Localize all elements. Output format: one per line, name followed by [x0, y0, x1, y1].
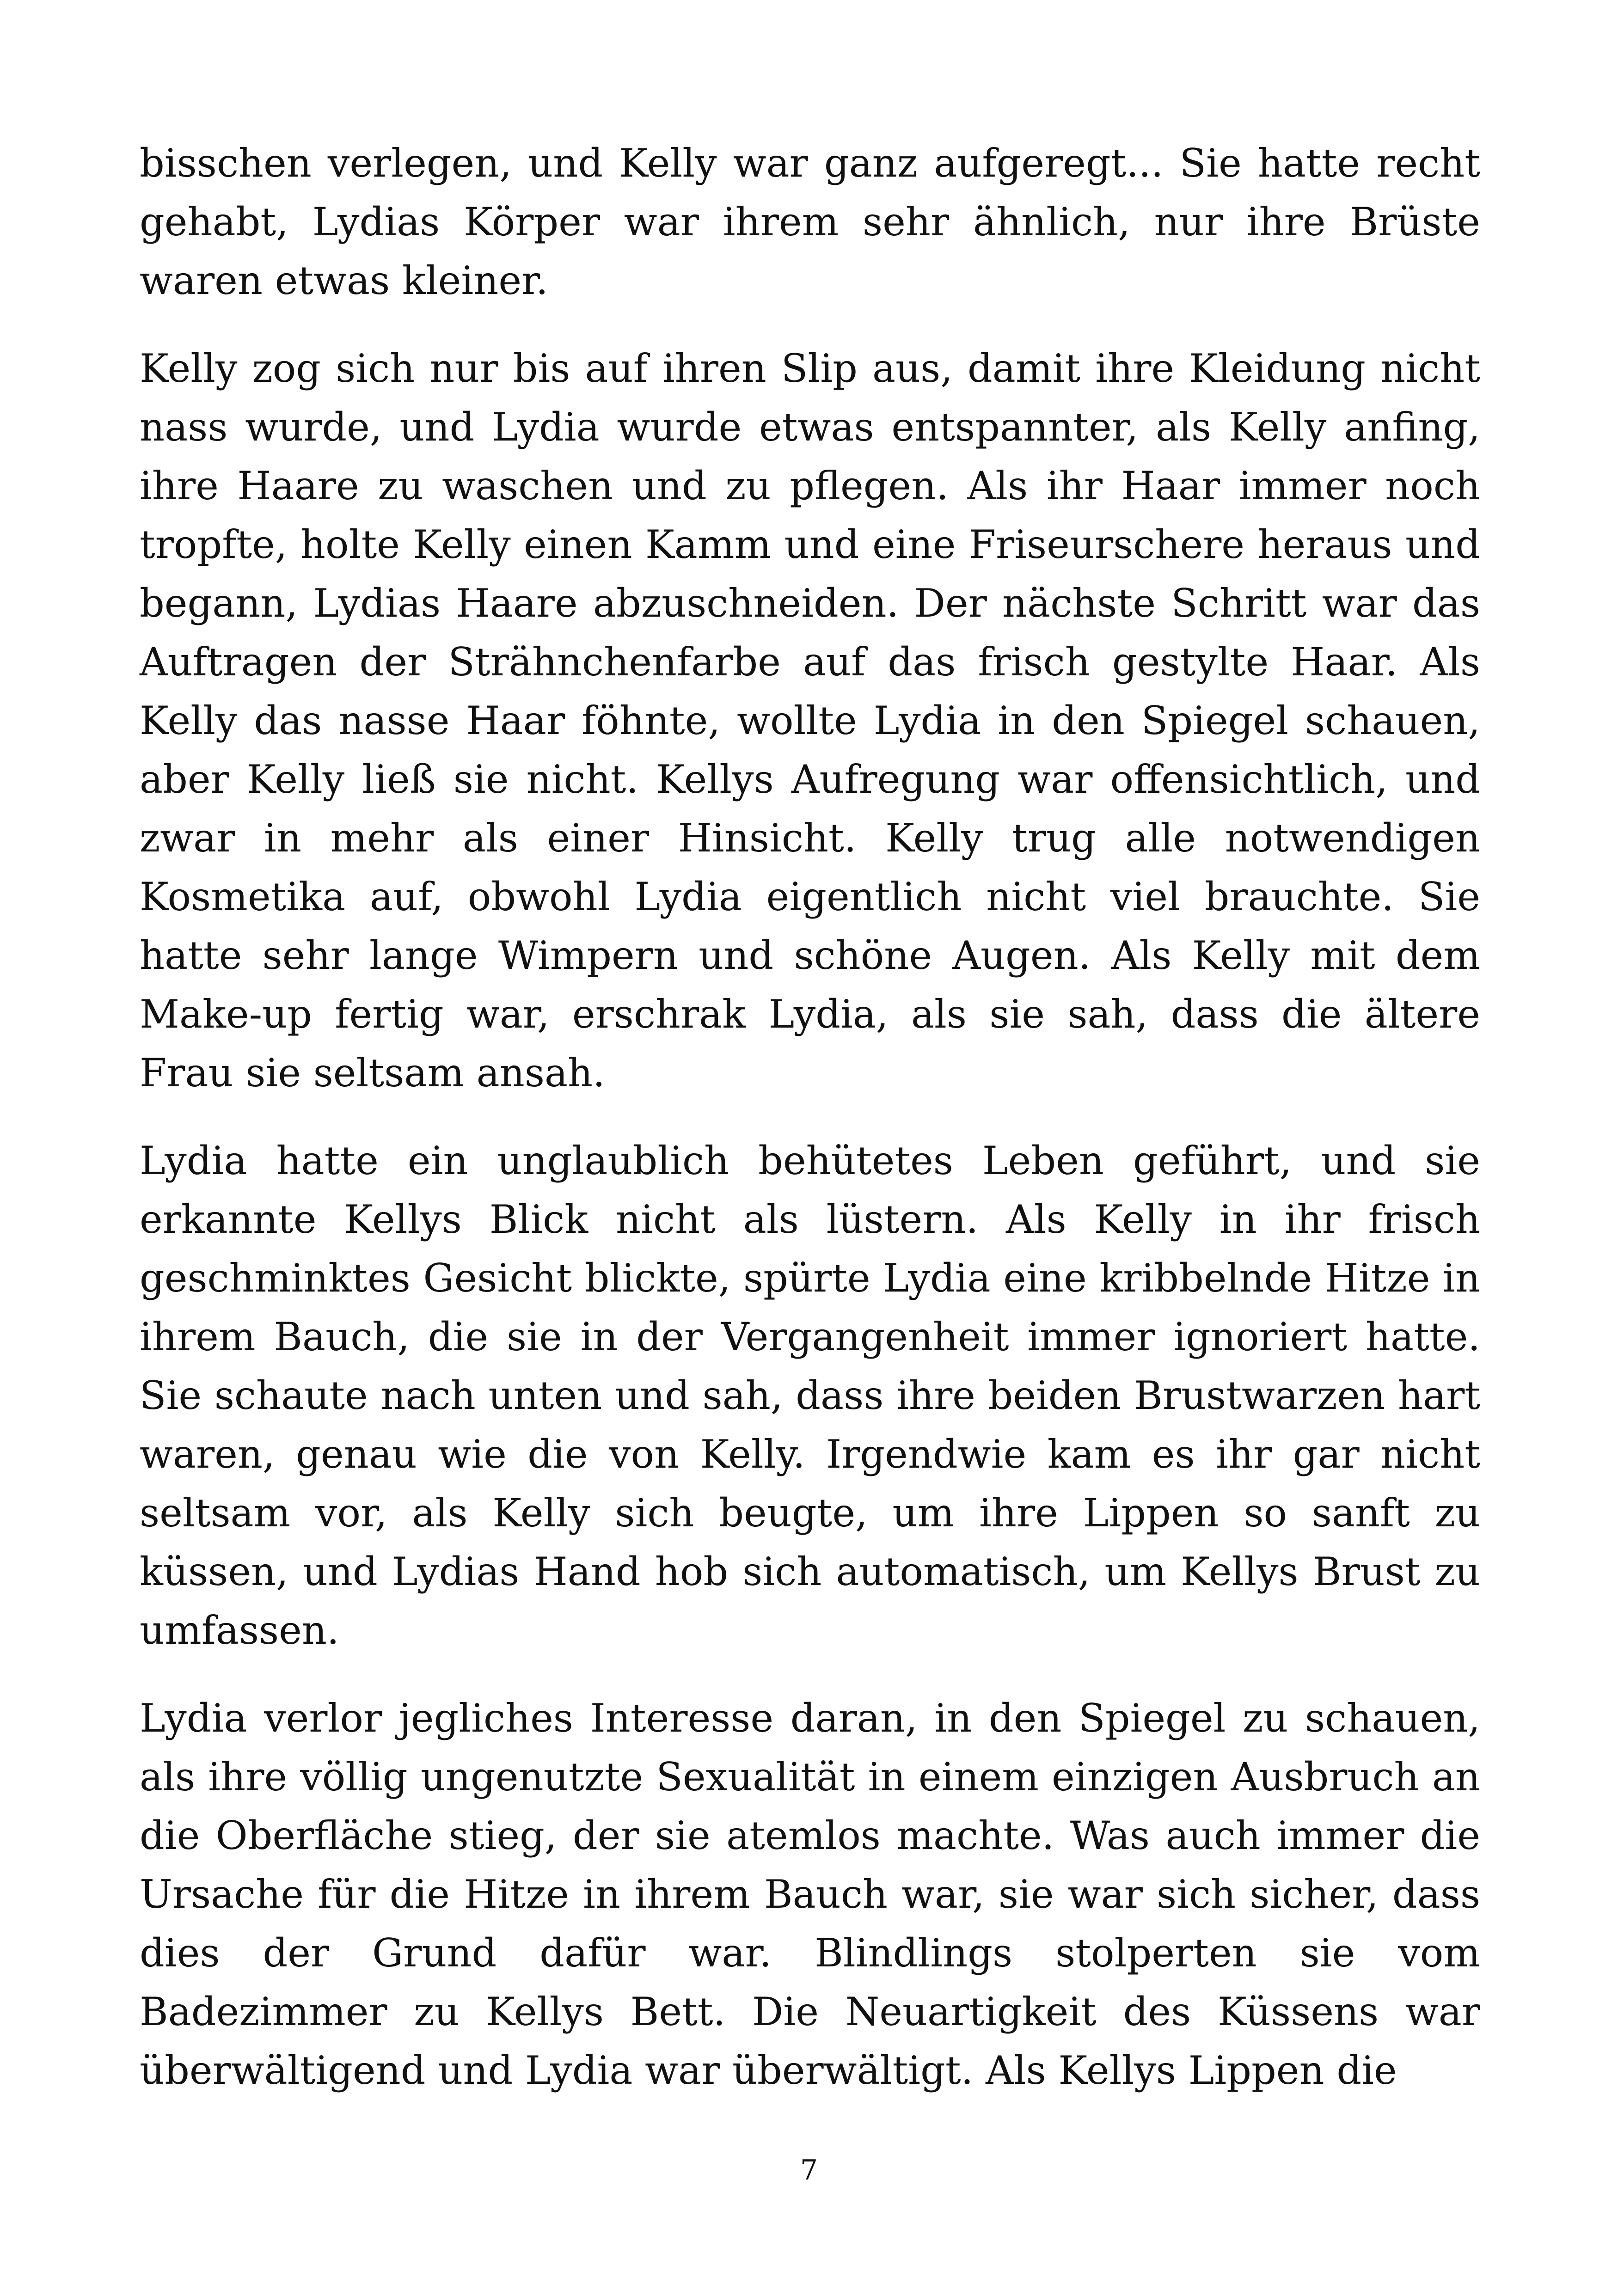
- page-number: 7: [800, 2154, 818, 2186]
- paragraph-1: bisschen verlegen, und Kelly war ganz aufgeregt... Sie hatte recht gehabt, Lydias Körper war ihrem sehr ähnlich, nur ihre Brüste waren etwas kleiner.: [140, 141, 1480, 303]
- paragraph-4: Lydia verlor jegliches Interesse daran, in den Spiegel zu schauen, als ihre völlig ungenutzte Sexualität in einem einzigen Ausbruch an die Oberfläche stieg, der sie atemlos machte. Was auch immer die Ursache für die Hitze in ihrem Bauch war, sie war sich sicher, dass dies der Grund dafür war. Blindlings stolperten sie vom Badezimmer zu Kellys Bett. Die Neuartigkeit des Küssens war überwältigend und Lydia war überwältigt. Als Kellys Lippen die: [140, 1696, 1480, 2093]
- paragraph-2: Kelly zog sich nur bis auf ihren Slip aus, damit ihre Kleidung nicht nass wurde, und Lydia wurde etwas entspannter, als Kelly anfing, ihre Haare zu waschen und zu pflegen. Als ihr Haar immer noch tropfte, holte Kelly einen Kamm und eine Friseurschere heraus und begann, Lydias Haare abzuschneiden. Der nächste Schritt war das Auftragen der Strähnchenfarbe auf das frisch gestylte Haar. Als Kelly das nasse Haar föhnte, wollte Lydia in den Spiegel schauen, aber Kelly ließ sie nicht. Kellys Aufregung war offensichtlich, und zwar in mehr als einer Hinsicht. Kelly trug alle notwendigen Kosmetika auf, obwohl Lydia eigentlich nicht viel brauchte. Sie hatte sehr lange Wimpern und schöne Augen. Als Kelly mit dem Make-up fertig war, erschrak Lydia, als sie sah, dass die ältere Frau sie seltsam ansah.: [140, 346, 1480, 1096]
- body-text: [140, 134, 1480, 2129]
- paragraph-3: Lydia hatte ein unglaublich behütetes Leben geführt, und sie erkannte Kellys Blick nicht als lüstern. Als Kelly in ihr frisch geschminktes Gesicht blickte, spürte Lydia eine kribbelnde Hitze in ihrem Bauch, die sie in der Vergangenheit immer ignoriert hatte. Sie schaute nach unten und sah, dass ihre beiden Brustwarzen hart waren, genau wie die von Kelly. Irgendwie kam es ihr gar nicht seltsam vor, als Kelly sich beugte, um ihre Lippen so sanft zu küssen, und Lydias Hand hob sich automatisch, um Kellys Brust zu umfassen.: [140, 1138, 1480, 1653]
